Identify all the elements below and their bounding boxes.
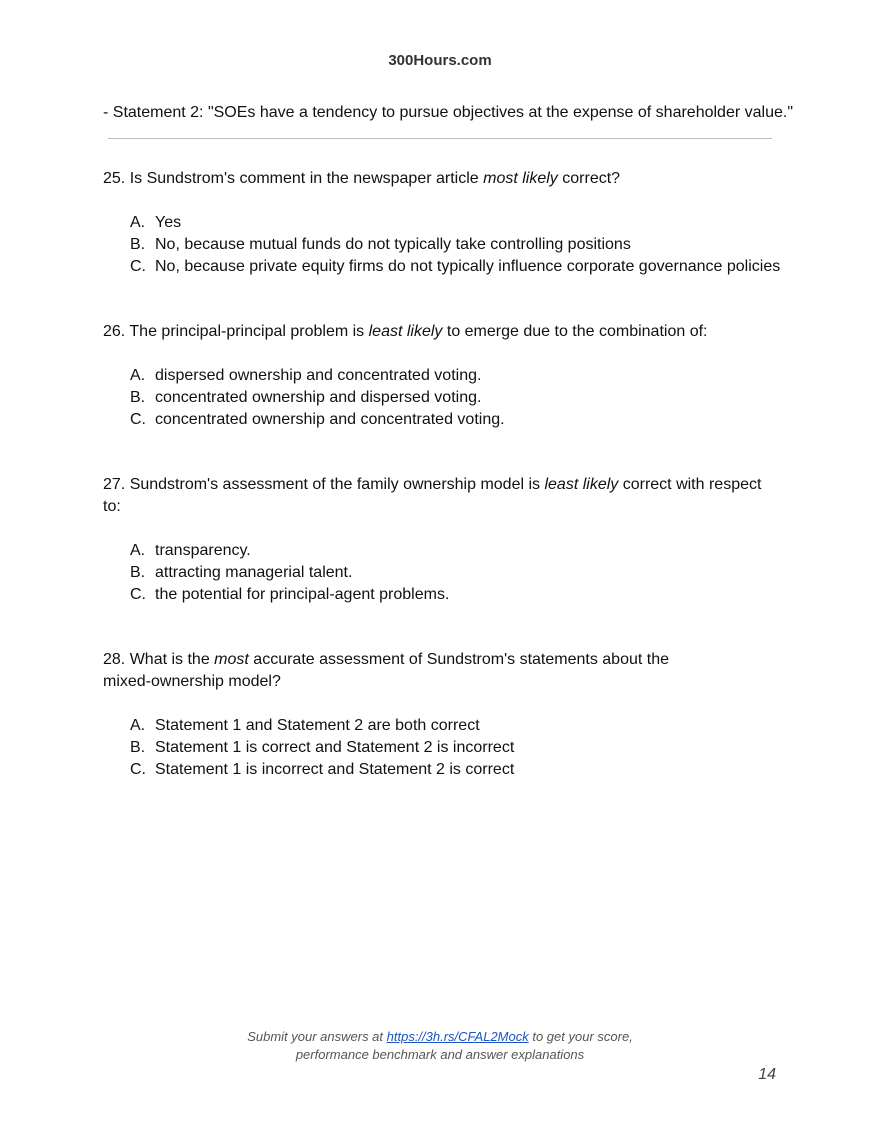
page-number: 14 — [758, 1066, 776, 1083]
statement-2-text: - Statement 2: "SOEs have a tendency to pursue objectives at the expense of shareholder value." — [103, 104, 793, 121]
option-letter: C. — [130, 258, 146, 275]
option-a — [130, 212, 783, 234]
stem-emphasis: least likely — [368, 323, 443, 340]
option-text: concentrated ownership and concentrated voting. — [155, 411, 505, 428]
answer-options — [103, 715, 683, 781]
option-text: No, because private equity firms do not typically influence corporate governance policies — [155, 258, 781, 275]
option-letter: C. — [130, 761, 146, 778]
stem-emphasis: most likely — [483, 170, 558, 187]
stem-text: to emerge due to the combination of: — [442, 323, 708, 340]
option-letter: C. — [130, 411, 146, 428]
question-28 — [103, 649, 683, 781]
stem-text: correct? — [557, 170, 621, 187]
option-b — [130, 387, 783, 409]
answer-options — [103, 365, 783, 431]
stem-text: accurate assessment of Sundstrom's statements about the mixed-ownership model? — [103, 651, 669, 690]
option-a — [130, 365, 783, 387]
option-letter: C. — [130, 586, 146, 603]
option-b — [130, 234, 783, 256]
option-c — [130, 584, 783, 606]
option-text: Yes — [155, 214, 182, 231]
question-27 — [103, 474, 783, 606]
stem-text: 26. The principal-principal problem is — [103, 323, 369, 340]
stem-text: 27. Sundstrom's assessment of the family ownership model is — [103, 476, 545, 493]
footer-line-1 — [0, 1028, 880, 1046]
option-letter: A. — [130, 717, 146, 734]
stem-text: correct with respect to: — [103, 476, 762, 515]
option-text: the potential for principal-agent problems. — [155, 586, 450, 603]
option-text: dispersed ownership and concentrated voting. — [155, 367, 482, 384]
section-divider — [108, 138, 772, 139]
option-text: No, because mutual funds do not typically take controlling positions — [155, 236, 631, 253]
option-text: attracting managerial talent. — [155, 564, 353, 581]
option-c — [130, 759, 683, 781]
question-26 — [103, 321, 783, 431]
option-letter: B. — [130, 564, 146, 581]
footer-text: to get your score, — [528, 1029, 633, 1044]
question-stem — [103, 474, 783, 518]
page-footer — [0, 1028, 880, 1064]
option-letter: A. — [130, 367, 146, 384]
option-letter: A. — [130, 542, 146, 559]
question-stem — [103, 649, 683, 693]
option-c — [130, 409, 783, 431]
option-c — [130, 256, 783, 278]
footer-line-2: performance benchmark and answer explanations — [295, 1047, 585, 1062]
stem-emphasis: least likely — [544, 476, 619, 493]
option-b — [130, 737, 683, 759]
stem-emphasis: most — [214, 651, 249, 668]
option-a — [130, 540, 783, 562]
question-25 — [103, 168, 783, 278]
option-a — [130, 715, 683, 737]
question-stem — [103, 168, 783, 190]
option-text: Statement 1 is incorrect and Statement 2 is correct — [155, 761, 515, 778]
option-b — [130, 562, 783, 584]
question-stem — [103, 321, 783, 343]
option-letter: B. — [130, 236, 146, 253]
stem-text: 25. Is Sundstrom's comment in the newspaper article — [103, 170, 484, 187]
site-header: 300Hours.com — [388, 52, 492, 69]
answer-options — [103, 540, 783, 606]
footer-text: Submit your answers at — [247, 1029, 387, 1044]
mock-exam-link[interactable]: https://3h.rs/CFAL2Mock — [386, 1029, 529, 1044]
option-text: concentrated ownership and dispersed voting. — [155, 389, 482, 406]
option-text: Statement 1 and Statement 2 are both correct — [155, 717, 480, 734]
option-text: transparency. — [155, 542, 251, 559]
option-letter: A. — [130, 214, 146, 231]
answer-options — [103, 212, 783, 278]
option-letter: B. — [130, 739, 146, 756]
option-text: Statement 1 is correct and Statement 2 is incorrect — [155, 739, 515, 756]
option-letter: B. — [130, 389, 146, 406]
stem-text: 28. What is the — [103, 651, 215, 668]
